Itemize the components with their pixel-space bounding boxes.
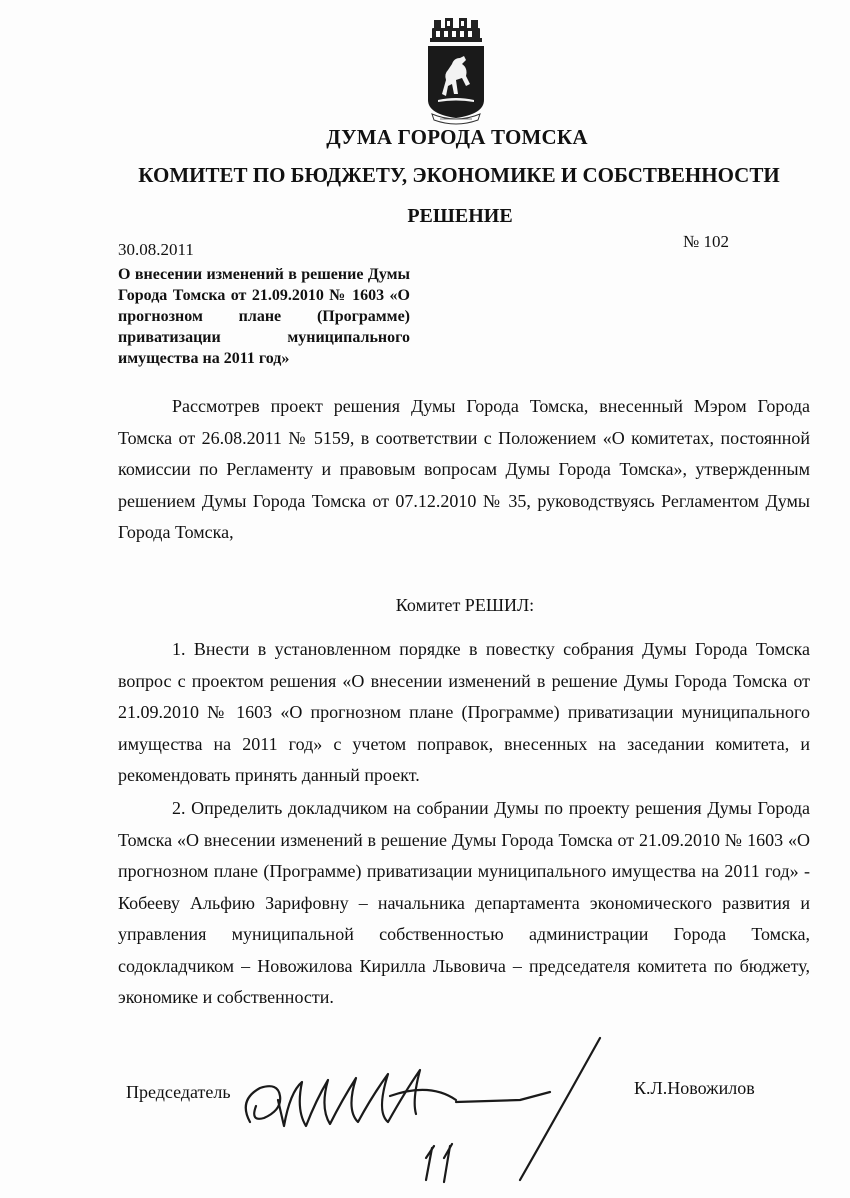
resolve-heading: Комитет РЕШИЛ:	[395, 595, 535, 615]
organization-title: ДУМА ГОРОДА ТОМСКА	[326, 125, 588, 149]
committee-title: КОМИТЕТ ПО БЮДЖЕТУ, ЭКОНОМИКЕ И СОБСТВЕННОСТИ	[138, 163, 780, 187]
chairman-name: К.Л.Новожилов	[634, 1078, 755, 1098]
document-type-title: РЕШЕНИЕ	[407, 205, 513, 227]
handwritten-signature	[220, 1030, 620, 1190]
document-number: № 102	[683, 232, 729, 251]
preamble-paragraph: Рассмотрев проект решения Думы Города Томска, внесенный Мэром Города Томска от 26.08.2011 № 5159, в соответствии с Положением «О комитетах, постоянной комиссии по Регламенту и правовым вопросам Думы Города Томска», утвержденным решением Думы Города Томска от 07.12.2010 № 35, руководствуясь Регламентом Думы Города Томска,	[118, 396, 810, 542]
tomsk-coat-of-arms-icon	[418, 14, 494, 126]
document-subject: О внесении изменений в решение Думы Города Томска от 21.09.2010 № 1603 «О прогнозном плане (Программе) приватизации муниципального имущества на 2011 год»	[118, 266, 410, 367]
document-date: 30.08.2011	[118, 240, 194, 259]
chairman-label: Председатель	[126, 1082, 231, 1102]
resolution-item-2: 2. Определить докладчиком на собрании Думы по проекту решения Думы Города Томска «О внесении изменений в решение Думы Города Томска от 21.09.2010 № 1603 «О прогнозном плане (Программе) приватизации муниципального имущества на 2011 год» - Кобееву Альфию Зарифовну – начальника департамента экономического развития и управления муниципальной собственностью администрации Города Томска, содокладчиком – Новожилова Кирилла Львовича – председателя комитета по бюджету, экономике и собственности.	[118, 798, 810, 1007]
resolution-item-1: 1. Внести в установленном порядке в повестку собрания Думы Города Томска вопрос с проектом решения «О внесении изменений в решение Думы Города Томска от 21.09.2010 № 1603 «О прогнозном плане (Программе) приватизации муниципального имущества на 2011 год» с учетом поправок, внесенных на заседании комитета, и рекомендовать принять данный проект.	[118, 639, 810, 785]
